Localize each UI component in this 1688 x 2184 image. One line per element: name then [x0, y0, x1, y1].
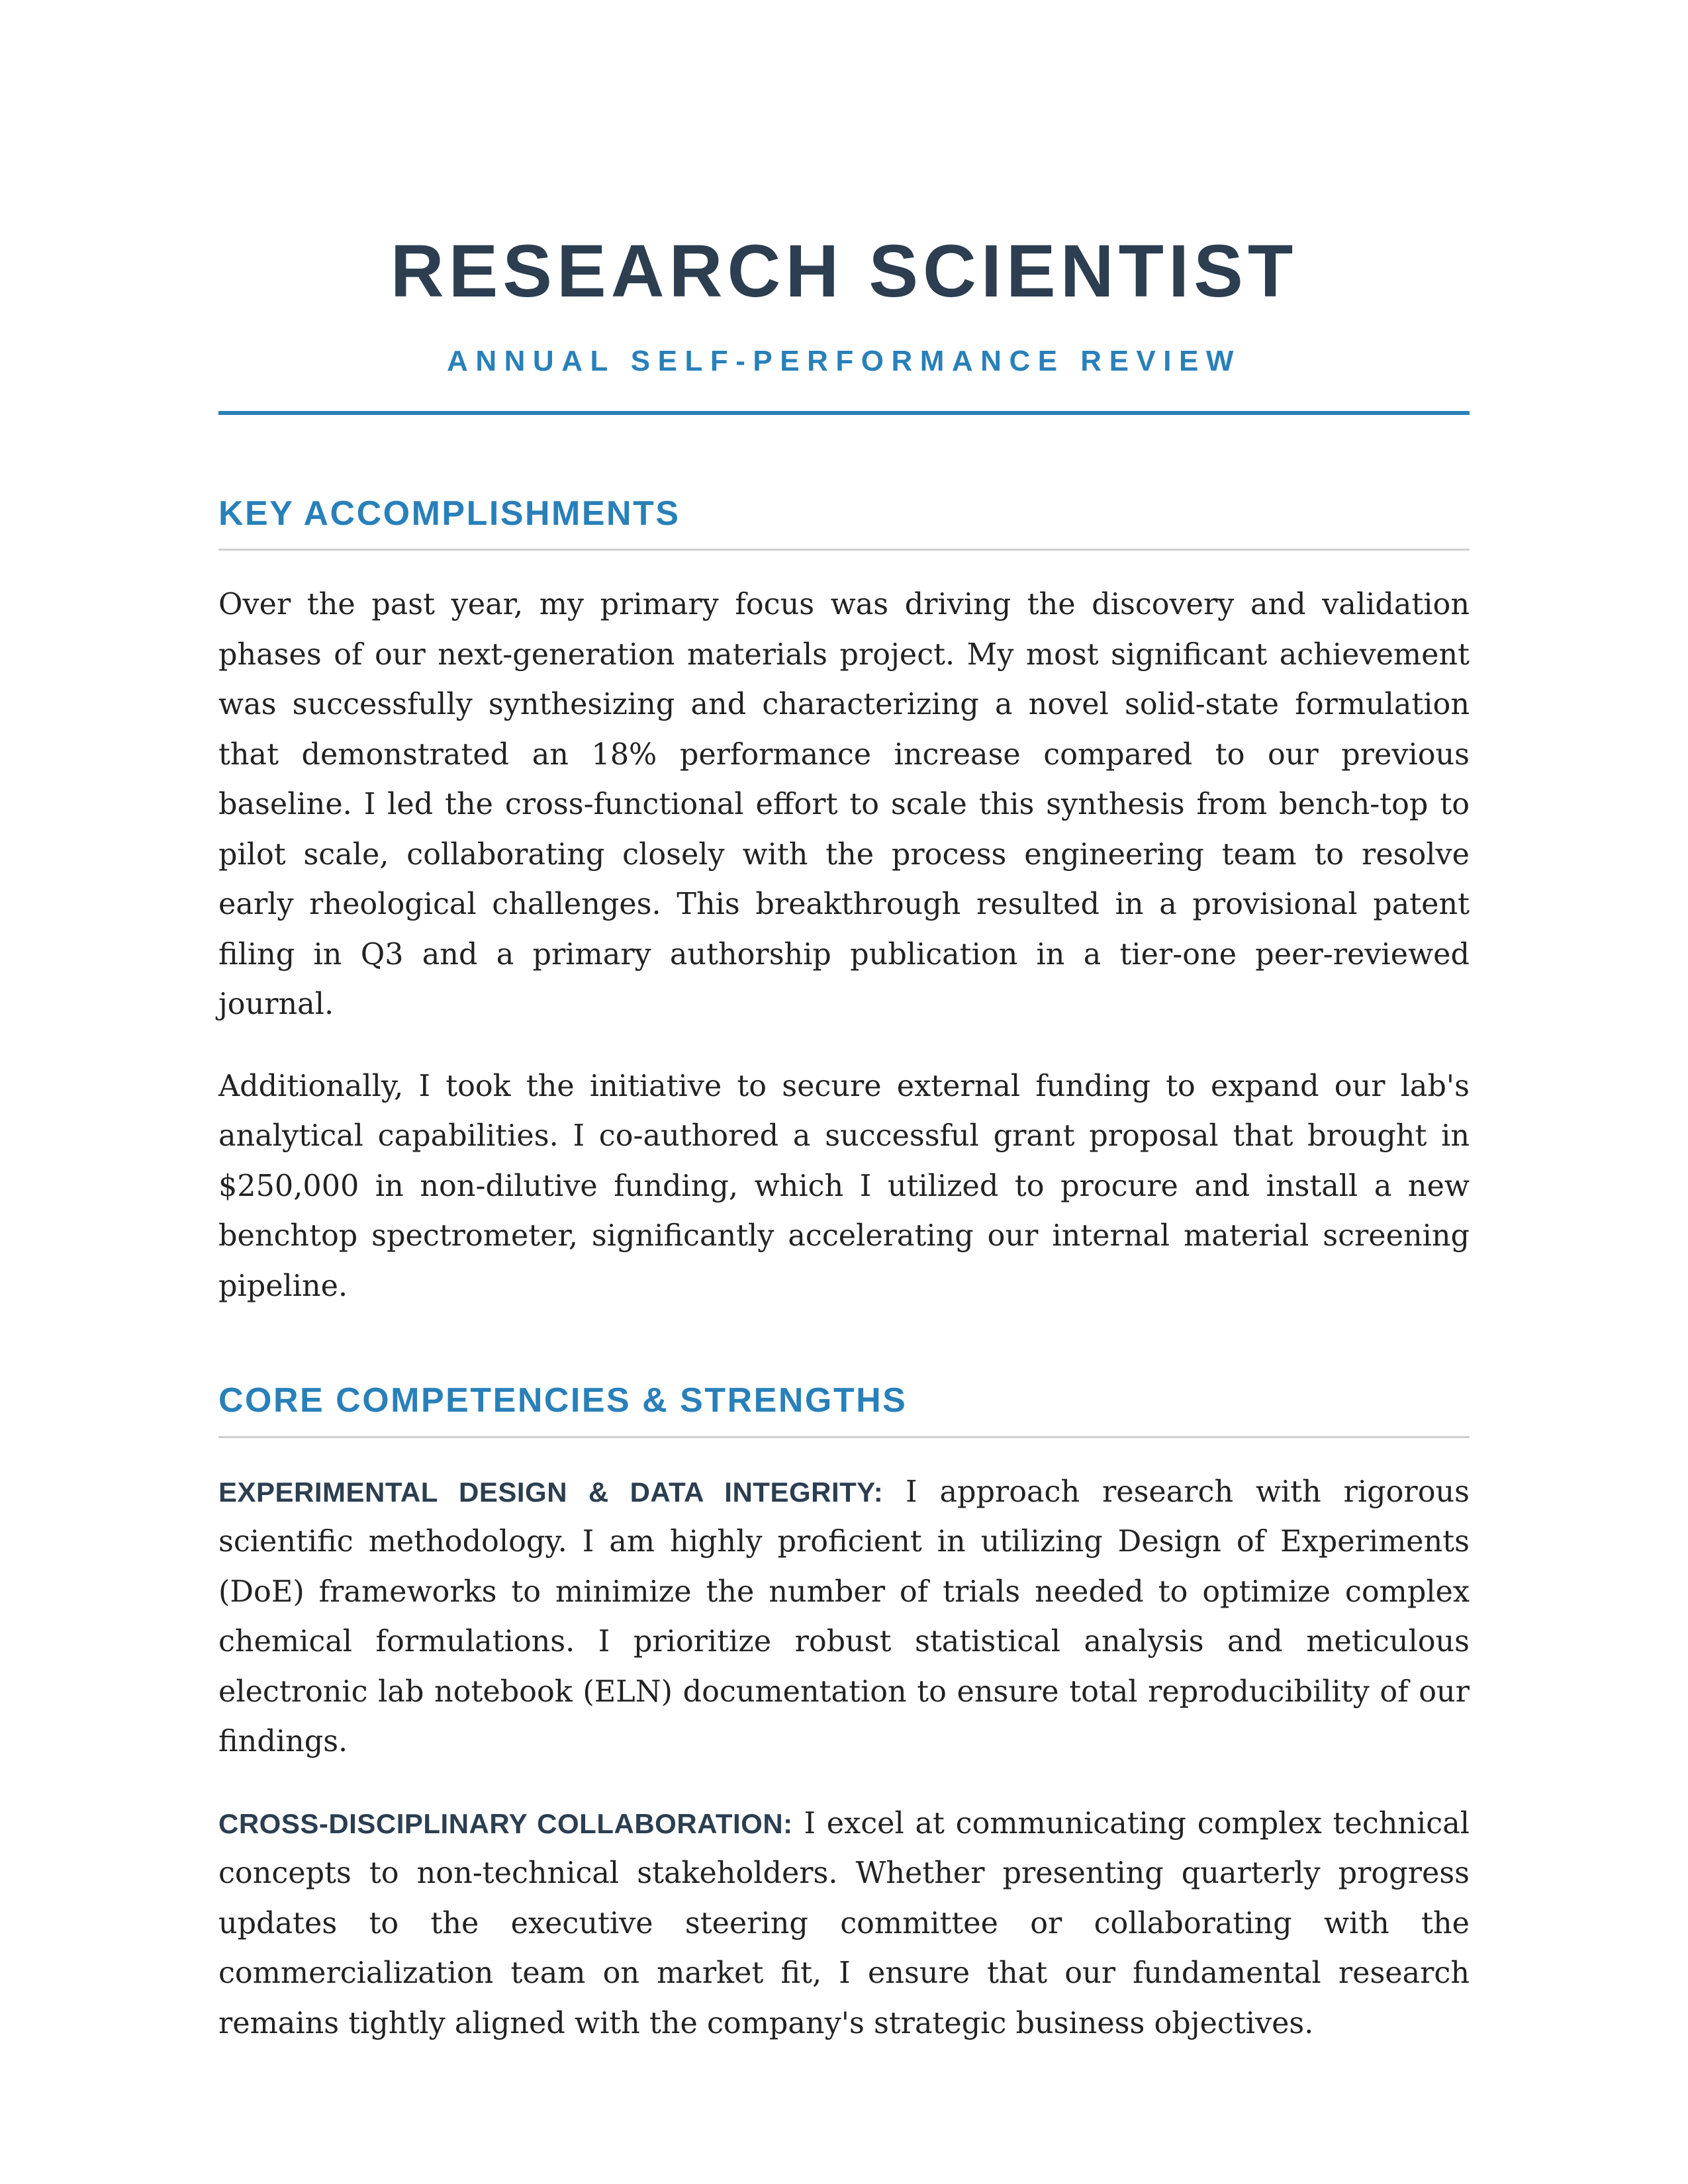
competency-lead-label: CROSS-DISCIPLINARY COLLABORATION:: [218, 1807, 793, 1839]
document-subtitle: ANNUAL SELF-PERFORMANCE REVIEW: [447, 345, 1241, 377]
competency-text: I excel at communicating complex technical concepts to non-technical stakeholders. Whether presenting quarterly progress updates to the executive steering committee or collaborating with the commercialization team on market fit, I ensure that our fundamental research remains tightly aligned with the company's strategic business objectives.: [218, 1806, 1470, 2040]
document-title: RESEARCH SCIENTIST: [390, 230, 1298, 312]
section-heading: CORE COMPETENCIES & STRENGTHS: [218, 1380, 1470, 1437]
document-content: [218, 225, 1470, 2048]
document-header: [218, 225, 1470, 415]
accomplishments-paragraph-1: Over the past year, my primary focus was driving the discovery and validation phases of our next-generation materials project. My most significant achievement was successfully synthesizing and characterizing a novel solid-state formulation that demonstrated an 18% performance increase compared to our previous baseline. I led the cross-functional effort to scale this synthesis from bench-top to pilot scale, collaborating closely with the process engineering team to resolve early rheological challenges. This breakthrough resulted in a provisional patent filing in Q3 and a primary authorship publication in a tier-one peer-reviewed journal.: [218, 588, 1470, 1022]
accomplishments-paragraph-2: Additionally, I took the initiative to secure external funding to expand our lab's analytical capabilities. I co-authored a successful grant proposal that brought in $250,000 in non-dilutive funding, which I utilized to procure and install a new benchtop spectrometer, significantly accelerating our internal material screening pipeline.: [218, 1069, 1470, 1303]
section-heading: KEY ACCOMPLISHMENTS: [218, 493, 1470, 551]
header-divider: [218, 411, 1470, 415]
competency-paragraph-collaboration: [218, 1799, 1470, 2049]
competency-paragraph-experimental-design: [218, 1467, 1470, 1767]
section-key-accomplishments: [218, 493, 1470, 1311]
competency-lead-label: EXPERIMENTAL DESIGN & DATA INTEGRITY:: [218, 1476, 884, 1508]
competency-text: I approach research with rigorous scientific methodology. I am highly proficient in utilizing Design of Experiments (DoE) frameworks to minimize the number of trials needed to optimize complex chemical formulations. I prioritize robust statistical analysis and meticulous electronic lab notebook (ELN) documentation to ensure total reproducibility of our findings.: [218, 1475, 1470, 1759]
section-core-competencies: [218, 1380, 1470, 2048]
